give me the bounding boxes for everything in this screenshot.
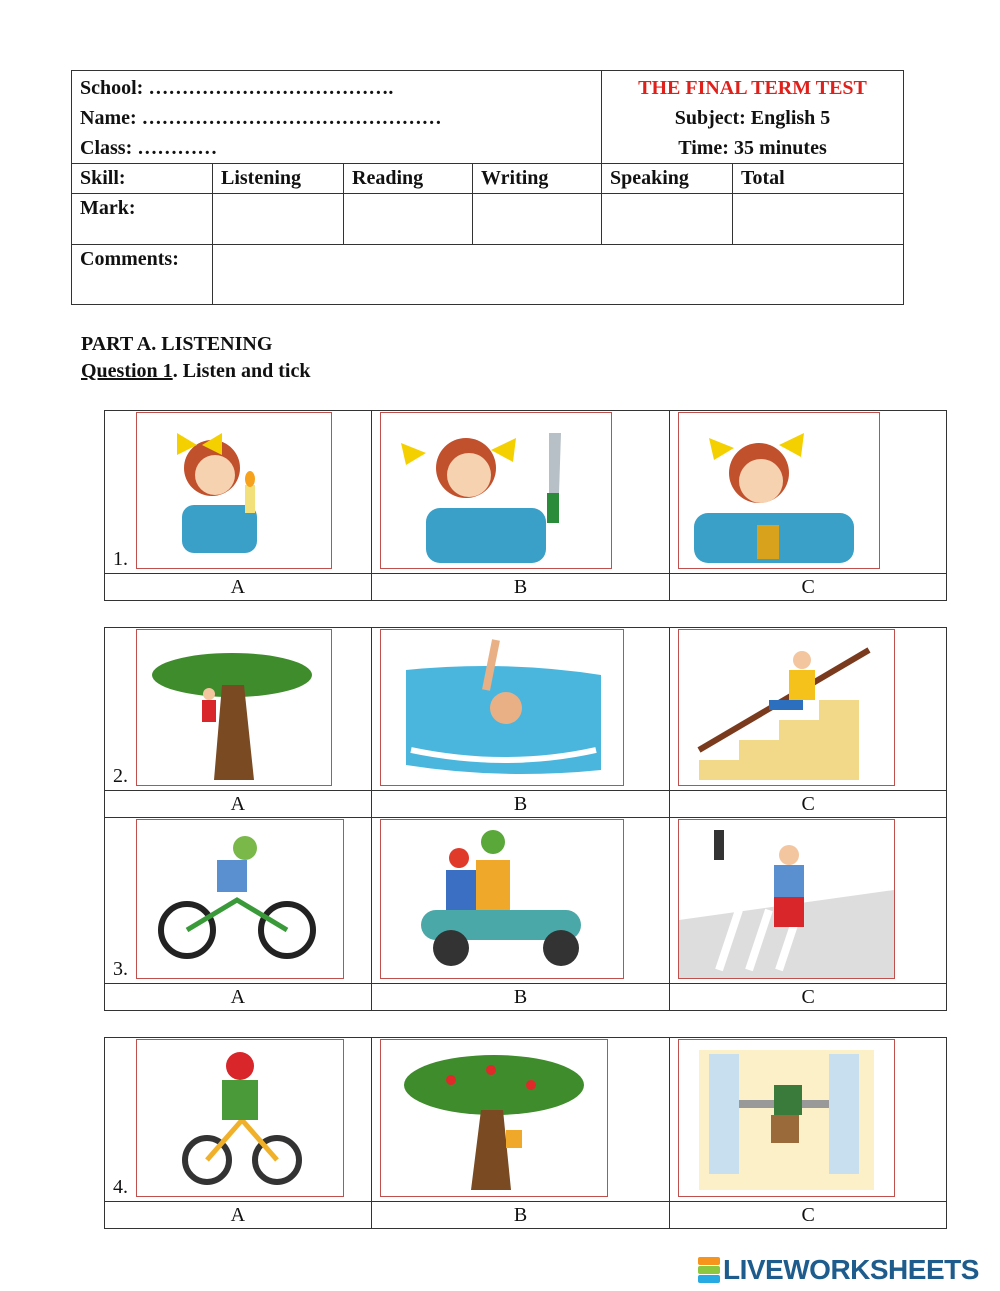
question-2-3-table (104, 627, 947, 1011)
option-a-label: A (105, 984, 372, 1011)
school-field: School: ………………………………. (80, 77, 394, 99)
option-c-label: C (670, 984, 947, 1011)
boy-running-downstairs-icon (678, 629, 895, 786)
liveworksheets-logo-icon (698, 1257, 720, 1283)
boy-climbing-tree-icon (136, 629, 332, 786)
option-b-label: B (371, 791, 670, 818)
option-1b-cell[interactable] (371, 411, 670, 574)
question-4-table (104, 1037, 947, 1229)
option-b-label: B (371, 1202, 670, 1229)
option-c-label: C (670, 791, 947, 818)
question-number: 3. (113, 958, 128, 980)
option-a-label: A (105, 791, 372, 818)
option-3c-cell[interactable] (670, 818, 947, 984)
option-3a-cell[interactable] (105, 818, 372, 984)
question-label: Question 1 (81, 360, 173, 382)
liveworksheets-logo (698, 1254, 979, 1286)
skill-listening: Listening (213, 164, 344, 194)
question-1-table (104, 410, 947, 601)
boy-running-across-road-icon (678, 819, 895, 979)
subject-label: Subject: English 5 (674, 107, 831, 129)
boy-riding-bike-fast-icon (136, 819, 344, 979)
mark-reading-cell[interactable] (344, 194, 473, 245)
girl-holding-knife-icon (380, 412, 612, 569)
option-2a-cell[interactable] (105, 628, 372, 791)
option-c-label: C (670, 574, 947, 601)
student-info-cell (72, 71, 602, 164)
question-number: 4. (113, 1176, 128, 1198)
question-title (81, 360, 311, 383)
option-2b-cell[interactable] (371, 628, 670, 791)
boy-riding-bike-icon (136, 1039, 344, 1197)
mark-label: Mark: (72, 194, 213, 245)
boy-drowning-icon (380, 629, 624, 786)
comments-cell[interactable] (213, 245, 904, 305)
skill-total: Total (733, 164, 904, 194)
part-title: PART A. LISTENING (81, 333, 273, 355)
test-info-cell (602, 71, 904, 164)
name-field: Name: ……………………………………… (80, 107, 442, 129)
girl-playing-with-matches-icon (678, 412, 880, 569)
kids-on-motorbike-icon (380, 819, 624, 979)
class-field: Class: ………… (80, 137, 218, 159)
option-3b-cell[interactable] (371, 818, 670, 984)
skill-label: Skill: (72, 164, 213, 194)
option-a-label: A (105, 1202, 372, 1229)
option-b-label: B (371, 574, 670, 601)
skill-writing: Writing (473, 164, 602, 194)
comments-label: Comments: (72, 245, 213, 305)
mark-total-cell[interactable] (733, 194, 904, 245)
mark-writing-cell[interactable] (473, 194, 602, 245)
option-4b-cell[interactable] (371, 1038, 670, 1202)
option-a-label: A (105, 574, 372, 601)
skill-speaking: Speaking (602, 164, 733, 194)
option-b-label: B (371, 984, 670, 1011)
test-header-table (71, 70, 904, 305)
mark-speaking-cell[interactable] (602, 194, 733, 245)
option-1a-cell[interactable] (105, 411, 372, 574)
question-number: 1. (113, 548, 128, 570)
question-text: . Listen and tick (172, 360, 311, 382)
logo-text: LIVEWORKSHEETS (723, 1254, 979, 1285)
time-label: Time: 35 minutes (678, 137, 827, 159)
test-title: THE FINAL TERM TEST (638, 77, 867, 99)
option-4a-cell[interactable] (105, 1038, 372, 1202)
option-c-label: C (670, 1202, 947, 1229)
boy-climbing-apple-tree-icon (380, 1039, 608, 1197)
question-number: 2. (113, 765, 128, 787)
mark-listening-cell[interactable] (213, 194, 344, 245)
option-4c-cell[interactable] (670, 1038, 947, 1202)
option-2c-cell[interactable] (670, 628, 947, 791)
skill-reading: Reading (344, 164, 473, 194)
girl-holding-match-icon (136, 412, 332, 569)
boy-climbing-window-icon (678, 1039, 895, 1197)
option-1c-cell[interactable] (670, 411, 947, 574)
